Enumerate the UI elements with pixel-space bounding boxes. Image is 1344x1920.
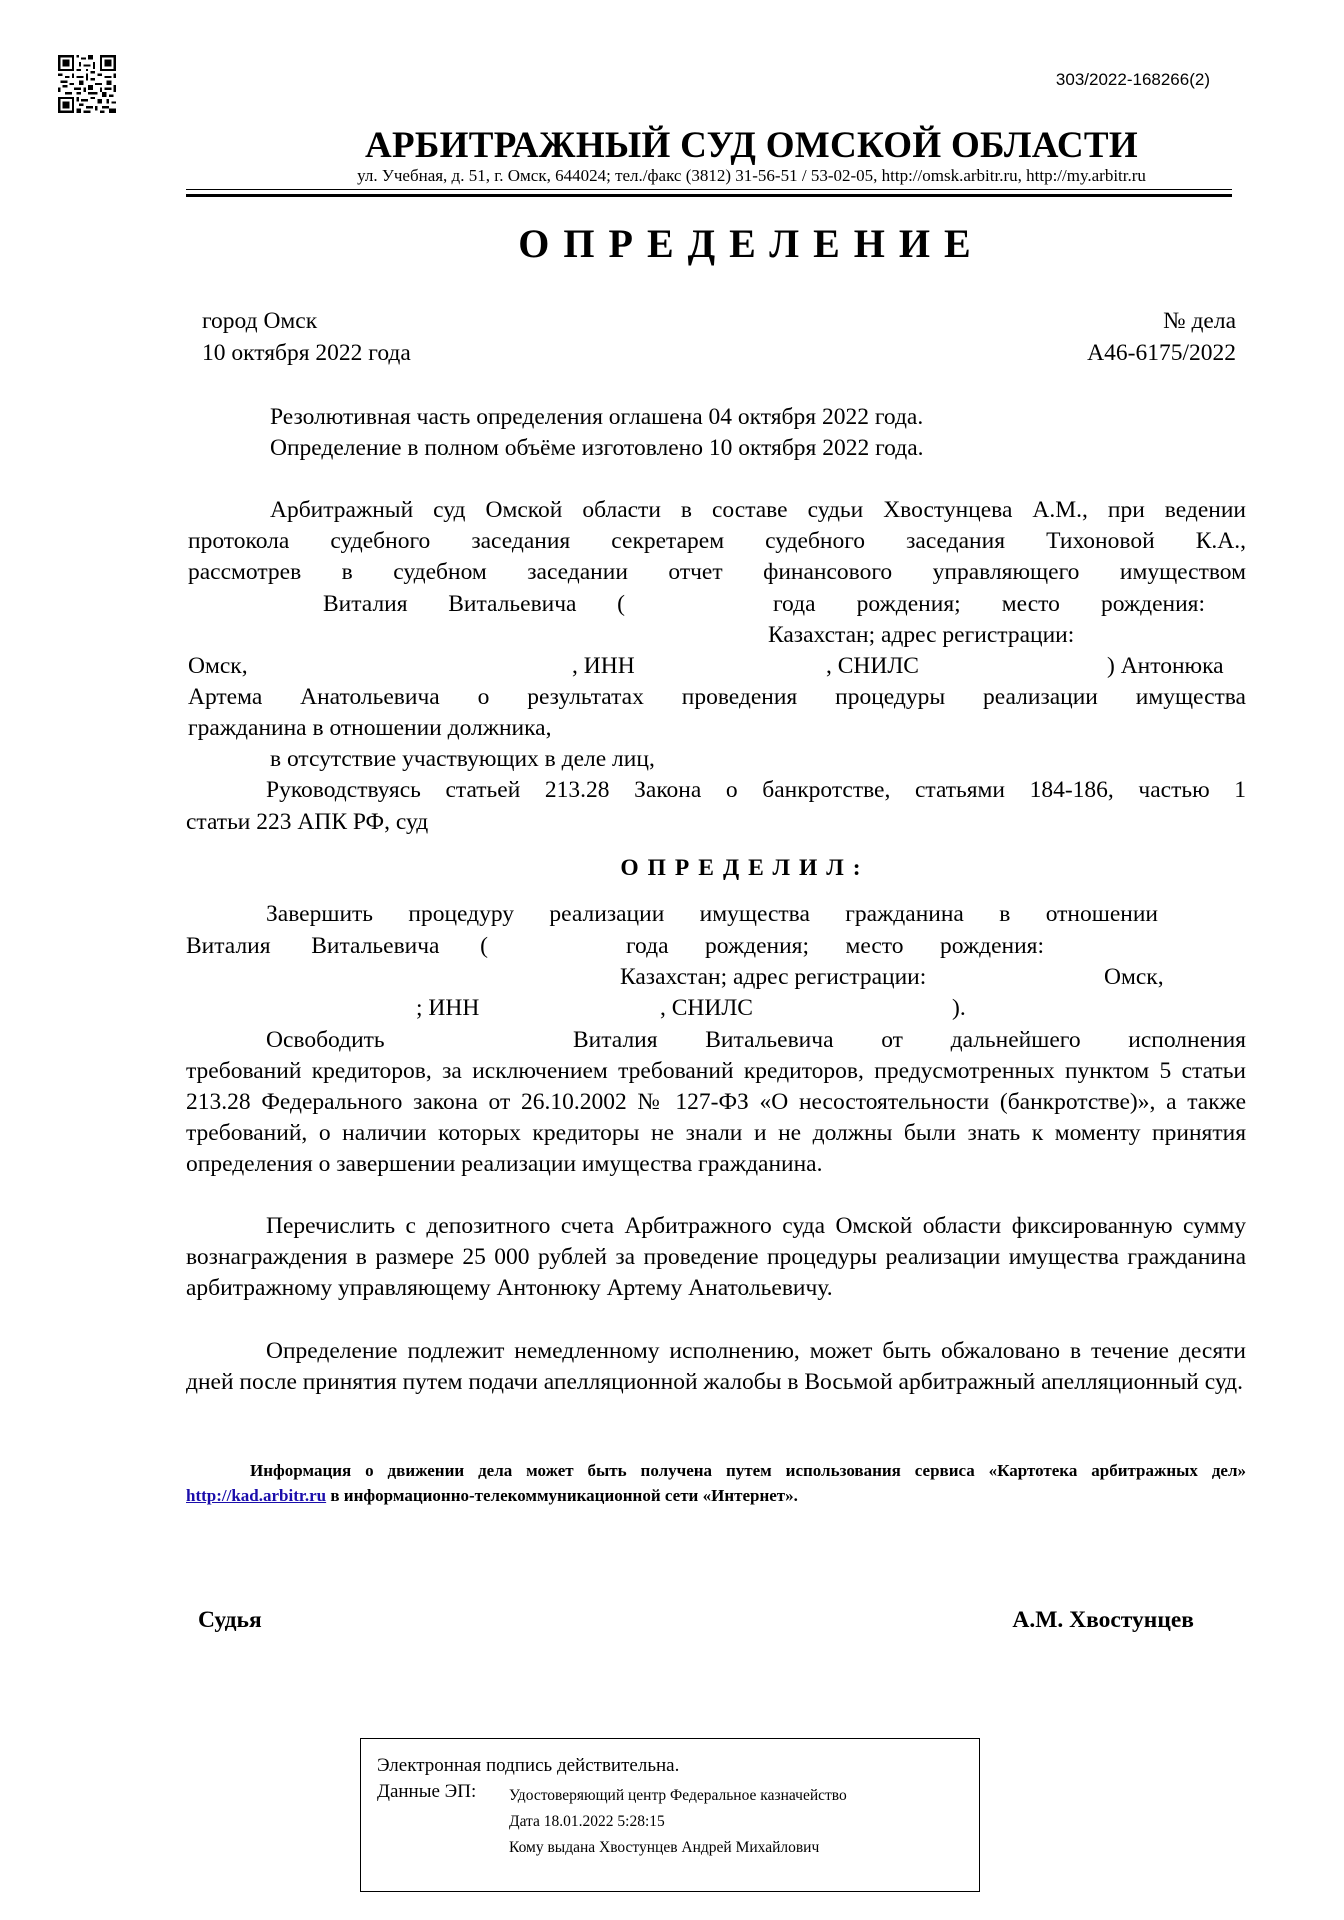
info-text-before: Информация о движении дела может быть получена путем использования сервиса «Картотека арбитражных дел»	[250, 1461, 1246, 1480]
info-text-after: в информационно-телекоммуникационной сети «Интернет».	[330, 1486, 798, 1505]
para1-line5: Казахстан; адрес регистрации:	[768, 622, 1075, 648]
para1-line6d: ) Антонюка	[1107, 653, 1224, 679]
intro-line-2: Определение в полном объёме изготовлено 10 октября 2022 года.	[270, 435, 924, 461]
e-signature-data-label: Данные ЭП:	[377, 1781, 477, 1802]
para2: в отсутствие участвующих в деле лиц,	[270, 746, 655, 772]
para1-line3: рассмотрев в судебном заседании отчет финансового управляющего имуществом	[188, 559, 1246, 585]
qr-code	[58, 55, 116, 113]
city: город Омск	[202, 308, 318, 334]
case-number: А46-6175/2022	[1087, 340, 1236, 366]
para1-line2: протокола судебного заседания секретарем судебного заседания Тихоновой К.А.,	[188, 528, 1246, 554]
case-label: № дела	[1163, 308, 1236, 334]
decision1-line3a: Казахстан; адрес регистрации:	[620, 964, 927, 990]
para1-line6a: Омск,	[188, 653, 248, 679]
e-signature-issued-to: Кому выдана Хвостунцев Андрей Михайлович	[509, 1839, 820, 1856]
e-signature-issuer: Удостоверяющий центр Федеральное казначейство	[509, 1787, 847, 1804]
case-number-top: 303/2022-168266(2)	[1055, 70, 1210, 89]
para3-line1: Руководствуясь статьей 213.28 Закона о банкротстве, статьями 184-186, частью 1	[266, 777, 1246, 803]
decision2-rest: требований кредиторов, за исключением требований кредиторов, предусмотренных пунктом 5 статьи 213.28 Федерального закона от 26.10.2002 № 127-ФЗ «О несостоятельности (банкротстве)», а также требований, о наличии которых кредиторы не знали и не должны были знать к моменту принятия определения о завершении реализации имущества гражданина.	[186, 1058, 1246, 1177]
para1-line7: Артема Анатольевича о результатах проведения процедуры реализации имущества	[188, 684, 1246, 710]
judge-role: Судья	[198, 1607, 262, 1633]
header-rule-thick	[186, 194, 1232, 197]
decision2-line1b: Виталия Витальевича от дальнейшего исполнения	[573, 1027, 1246, 1053]
decision1-line4b: , СНИЛС	[660, 995, 753, 1021]
e-signature-date: Дата 18.01.2022 5:28:15	[509, 1813, 665, 1830]
judge-name: А.М. Хвостунцев	[1012, 1607, 1194, 1633]
para1-line6b: , ИНН	[572, 653, 635, 679]
decision2-line1a: Освободить	[266, 1027, 385, 1053]
para1-line6c: , СНИЛС	[826, 653, 919, 679]
para1-line1: Арбитражный суд Омской области в составе судьи Хвостунцева А.М., при ведении	[270, 497, 1246, 523]
decision1-line4c: ).	[952, 995, 966, 1021]
header-rule-thin	[186, 189, 1232, 190]
para1-line4a: Виталия Витальевича (	[323, 591, 625, 617]
para1-line4b: года рождения; место рождения:	[773, 591, 1205, 617]
decision1-line2a: Виталия Витальевича (	[186, 933, 488, 959]
decision1-line2b: года рождения; место рождения:	[626, 933, 1044, 959]
document-date: 10 октября 2022 года	[202, 340, 411, 366]
e-signature-valid: Электронная подпись действительна.	[377, 1755, 680, 1776]
intro-line-1: Резолютивная часть определения оглашена 04 октября 2022 года.	[270, 404, 924, 430]
court-address: ул. Учебная, д. 51, г. Омск, 644024; тел./факс (3812) 31-56-51 / 53-02-05, http://omsk.arbitr.ru, http://my.arbitr.ru	[357, 166, 1146, 185]
decision1-line3b: Омск,	[1104, 964, 1164, 990]
e-signature-box	[360, 1738, 980, 1892]
case-info-notice	[186, 1458, 1246, 1508]
court-name: АРБИТРАЖНЫЙ СУД ОМСКОЙ ОБЛАСТИ	[365, 125, 1138, 166]
decision1-line1: Завершить процедуру реализации имущества гражданина в отношении	[266, 901, 1158, 927]
kad-arbitr-link[interactable]: http://kad.arbitr.ru	[186, 1486, 327, 1505]
decided-heading: ОПРЕДЕЛИЛ:	[620, 855, 870, 881]
document-title: ОПРЕДЕЛЕНИЕ	[518, 221, 985, 266]
decision3: Перечислить с депозитного счета Арбитражного суда Омской области фиксированную сумму вознаграждения в размере 25 000 рублей за проведение процедуры реализации имущества гражданина арбитражному управляющему Антонюку Артему Анатольевичу.	[186, 1213, 1246, 1301]
para1-line8: гражданина в отношении должника,	[188, 715, 552, 741]
para3-line2: статьи 223 АПК РФ, суд	[186, 809, 429, 835]
decision4: Определение подлежит немедленному исполнению, может быть обжаловано в течение десяти дней после принятия путем подачи апелляционной жалобы в Восьмой арбитражный апелляционный суд.	[186, 1338, 1246, 1395]
decision1-line4a: ; ИНН	[416, 995, 480, 1021]
e-signature-details	[509, 1783, 847, 1861]
